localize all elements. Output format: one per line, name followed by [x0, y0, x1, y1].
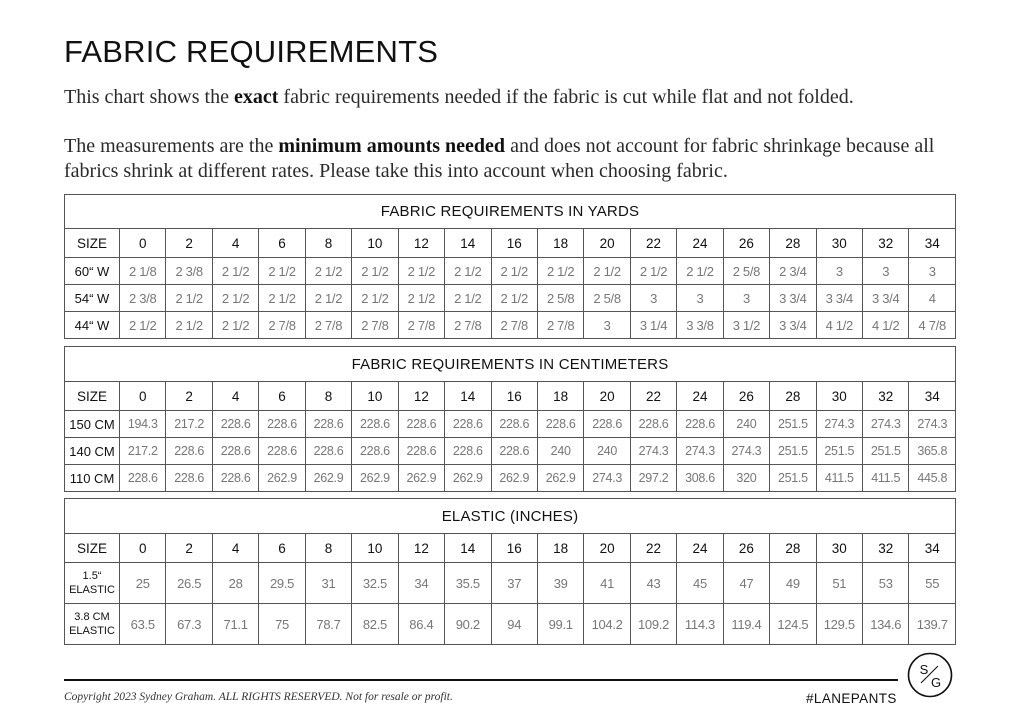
- table-cell: 26.5: [166, 563, 212, 604]
- table-cell: 228.6: [212, 411, 258, 438]
- table-cell: 109.2: [630, 604, 676, 645]
- table-cell: 240: [584, 438, 630, 465]
- table-cell: 194.3: [120, 411, 166, 438]
- table-cell: 228.6: [677, 411, 723, 438]
- note-text-end: and does not account for fabric shrinkage because all fabrics shrink at different rates. Please take this into account when choosing fabric.: [64, 135, 935, 182]
- size-header-cell: 24: [677, 534, 723, 563]
- table-cell: 3: [584, 312, 630, 339]
- size-header-label: SIZE: [65, 229, 120, 258]
- row-label: 110 CM: [65, 465, 120, 492]
- table-cell: 365.8: [909, 438, 956, 465]
- row-label: 140 CM: [65, 438, 120, 465]
- table-cell: 2 1/2: [259, 285, 305, 312]
- table-cell: 3: [816, 258, 862, 285]
- table-cell: 75: [259, 604, 305, 645]
- table-cell: 228.6: [305, 438, 351, 465]
- table-cell: 124.5: [770, 604, 816, 645]
- size-header-cell: 10: [352, 229, 398, 258]
- size-header-cell: 12: [398, 229, 444, 258]
- table-cell: 228.6: [212, 465, 258, 492]
- table-caption-row: [65, 499, 956, 534]
- table-cell: 2 1/2: [212, 285, 258, 312]
- table-cell: 2 1/2: [491, 258, 537, 285]
- size-header-cell: 8: [305, 534, 351, 563]
- table-cell: 2 1/2: [491, 285, 537, 312]
- table-cell: 25: [120, 563, 166, 604]
- size-header-cell: 28: [770, 229, 816, 258]
- table-cell: 2 5/8: [584, 285, 630, 312]
- table-cell: 3: [863, 258, 909, 285]
- size-header-cell: 12: [398, 382, 444, 411]
- table-cell: 228.6: [212, 438, 258, 465]
- intro-text-end: fabric requirements needed if the fabric is cut while flat and not folded.: [278, 86, 854, 108]
- size-header-cell: 2: [166, 382, 212, 411]
- table-cell: 3 3/4: [770, 312, 816, 339]
- table-cell: 49: [770, 563, 816, 604]
- table-cell: 3 1/4: [630, 312, 676, 339]
- note-emphasis: minimum amounts needed: [278, 135, 506, 157]
- size-header-cell: 18: [537, 382, 583, 411]
- row-label: 54“ W: [65, 285, 120, 312]
- table-cell: 228.6: [166, 465, 212, 492]
- table-cell: 37: [491, 563, 537, 604]
- table-cell: 251.5: [770, 411, 816, 438]
- table-cell: 71.1: [212, 604, 258, 645]
- size-header-cell: 30: [816, 229, 862, 258]
- size-header-cell: 20: [584, 534, 630, 563]
- size-header-cell: 30: [816, 382, 862, 411]
- table-cell: 445.8: [909, 465, 956, 492]
- size-header-cell: 10: [352, 382, 398, 411]
- size-header-cell: 22: [630, 382, 676, 411]
- row-label: 150 CM: [65, 411, 120, 438]
- table-cell: 90.2: [445, 604, 491, 645]
- copyright-notice: Copyright 2023 Sydney Graham. ALL RIGHTS RESERVED. Not for resale or profit.: [64, 691, 453, 703]
- table-cell: 2 3/8: [166, 258, 212, 285]
- yards-table: [64, 194, 956, 339]
- size-header-cell: 32: [863, 534, 909, 563]
- table-cell: 228.6: [305, 411, 351, 438]
- table-cell: 114.3: [677, 604, 723, 645]
- table-cell: 228.6: [120, 465, 166, 492]
- row-label: [65, 604, 120, 645]
- size-header-cell: 32: [863, 382, 909, 411]
- table-caption: FABRIC REQUIREMENTS IN CENTIMETERS: [65, 347, 956, 382]
- table-cell: 228.6: [398, 438, 444, 465]
- size-header-cell: 20: [584, 229, 630, 258]
- size-header-cell: 32: [863, 229, 909, 258]
- table-cell: 99.1: [537, 604, 583, 645]
- row-label-line: 3.8 CM: [74, 611, 110, 623]
- table-cell: 274.3: [677, 438, 723, 465]
- table-row: [65, 285, 956, 312]
- size-header-cell: 4: [212, 229, 258, 258]
- table-cell: 63.5: [120, 604, 166, 645]
- table-cell: 31: [305, 563, 351, 604]
- size-header-cell: 24: [677, 382, 723, 411]
- table-cell: 2 1/8: [120, 258, 166, 285]
- table-cell: 129.5: [816, 604, 862, 645]
- table-cell: 2 1/2: [259, 258, 305, 285]
- size-header-cell: 16: [491, 534, 537, 563]
- table-cell: 2 7/8: [305, 312, 351, 339]
- size-header-row: [65, 229, 956, 258]
- table-cell: 228.6: [491, 411, 537, 438]
- table-cell: 139.7: [909, 604, 956, 645]
- table-row: [65, 563, 956, 604]
- size-header-cell: 14: [445, 229, 491, 258]
- size-header-label: SIZE: [65, 534, 120, 563]
- table-cell: 2 3/4: [770, 258, 816, 285]
- table-cell: 228.6: [398, 411, 444, 438]
- table-cell: 2 1/2: [630, 258, 676, 285]
- table-cell: 3: [723, 285, 769, 312]
- size-header-cell: 18: [537, 229, 583, 258]
- table-cell: 274.3: [816, 411, 862, 438]
- table-cell: 2 1/2: [398, 285, 444, 312]
- size-header-cell: 28: [770, 382, 816, 411]
- table-cell: 2 1/2: [305, 285, 351, 312]
- table-cell: 4 1/2: [816, 312, 862, 339]
- table-cell: 262.9: [398, 465, 444, 492]
- row-label: [65, 563, 120, 604]
- table-cell: 43: [630, 563, 676, 604]
- table-cell: 251.5: [770, 438, 816, 465]
- table-caption: ELASTIC (INCHES): [65, 499, 956, 534]
- table-cell: 411.5: [816, 465, 862, 492]
- table-cell: 262.9: [491, 465, 537, 492]
- size-header-row: [65, 382, 956, 411]
- size-header-cell: 26: [723, 382, 769, 411]
- table-cell: 2 1/2: [120, 312, 166, 339]
- table-cell: 29.5: [259, 563, 305, 604]
- table-cell: 2 1/2: [305, 258, 351, 285]
- table-cell: 251.5: [863, 438, 909, 465]
- table-cell: 55: [909, 563, 956, 604]
- row-label-line: ELASTIC: [69, 584, 115, 596]
- table-cell: 262.9: [537, 465, 583, 492]
- table-cell: 3: [630, 285, 676, 312]
- size-header-cell: 0: [120, 382, 166, 411]
- table-cell: 2 5/8: [723, 258, 769, 285]
- size-header-cell: 2: [166, 229, 212, 258]
- table-cell: 217.2: [120, 438, 166, 465]
- table-cell: 228.6: [630, 411, 676, 438]
- size-header-cell: 14: [445, 534, 491, 563]
- table-cell: 262.9: [445, 465, 491, 492]
- table-cell: 2 1/2: [584, 258, 630, 285]
- table-cell: 3 3/8: [677, 312, 723, 339]
- size-header-cell: 16: [491, 382, 537, 411]
- table-cell: 35.5: [445, 563, 491, 604]
- size-header-cell: 22: [630, 534, 676, 563]
- size-header-cell: 10: [352, 534, 398, 563]
- table-cell: 2 7/8: [398, 312, 444, 339]
- row-label-line: ELASTIC: [69, 625, 115, 637]
- table-cell: 3 1/2: [723, 312, 769, 339]
- note-text: The measurements are the: [64, 135, 279, 157]
- size-header-cell: 22: [630, 229, 676, 258]
- table-cell: 41: [584, 563, 630, 604]
- table-cell: 94: [491, 604, 537, 645]
- intro-paragraph: [64, 85, 964, 110]
- table-cell: 78.7: [305, 604, 351, 645]
- table-cell: 240: [537, 438, 583, 465]
- table-cell: 2 7/8: [445, 312, 491, 339]
- table-cell: 228.6: [491, 438, 537, 465]
- size-header-cell: 28: [770, 534, 816, 563]
- elastic-table: [64, 498, 956, 645]
- svg-text:S: S: [919, 662, 929, 677]
- table-cell: 34: [398, 563, 444, 604]
- size-header-cell: 26: [723, 534, 769, 563]
- table-cell: 2 7/8: [491, 312, 537, 339]
- table-cell: 47: [723, 563, 769, 604]
- table-cell: 2 1/2: [166, 312, 212, 339]
- table-caption: FABRIC REQUIREMENTS IN YARDS: [65, 195, 956, 229]
- table-cell: 2 7/8: [537, 312, 583, 339]
- table-cell: 3: [677, 285, 723, 312]
- size-header-cell: 6: [259, 534, 305, 563]
- size-header-cell: 14: [445, 382, 491, 411]
- footer-divider: [64, 679, 898, 681]
- table-cell: 134.6: [863, 604, 909, 645]
- table-cell: 4 7/8: [909, 312, 956, 339]
- size-header-cell: 20: [584, 382, 630, 411]
- table-cell: 228.6: [352, 438, 398, 465]
- table-cell: 262.9: [305, 465, 351, 492]
- svg-text:G: G: [930, 675, 942, 690]
- table-cell: 274.3: [584, 465, 630, 492]
- table-cell: 2 1/2: [677, 258, 723, 285]
- table-cell: 2 1/2: [537, 258, 583, 285]
- table-cell: 228.6: [166, 438, 212, 465]
- table-cell: 274.3: [723, 438, 769, 465]
- table-cell: 251.5: [816, 438, 862, 465]
- table-cell: 4: [909, 285, 956, 312]
- table-cell: 274.3: [863, 411, 909, 438]
- table-cell: 251.5: [770, 465, 816, 492]
- size-header-cell: 6: [259, 229, 305, 258]
- table-cell: 2 1/2: [352, 258, 398, 285]
- size-header-row: [65, 534, 956, 563]
- table-cell: 67.3: [166, 604, 212, 645]
- size-header-cell: 18: [537, 534, 583, 563]
- intro-text: This chart shows the: [64, 86, 234, 108]
- table-row: [65, 465, 956, 492]
- table-cell: 308.6: [677, 465, 723, 492]
- intro-emphasis: exact: [233, 86, 279, 108]
- table-cell: 2 3/8: [120, 285, 166, 312]
- size-header-cell: 8: [305, 229, 351, 258]
- table-cell: 240: [723, 411, 769, 438]
- size-header-cell: 4: [212, 382, 258, 411]
- size-header-label: SIZE: [65, 382, 120, 411]
- table-cell: 228.6: [537, 411, 583, 438]
- table-cell: 262.9: [352, 465, 398, 492]
- row-label: 60“ W: [65, 258, 120, 285]
- row-label-line: 1.5“: [82, 570, 102, 582]
- table-cell: 228.6: [584, 411, 630, 438]
- table-cell: 3 3/4: [863, 285, 909, 312]
- size-header-cell: 34: [909, 382, 956, 411]
- table-row: [65, 604, 956, 645]
- centimeters-table: [64, 346, 956, 492]
- table-cell: 51: [816, 563, 862, 604]
- hashtag: #LANEPANTS: [806, 691, 897, 706]
- table-cell: 262.9: [259, 465, 305, 492]
- table-cell: 228.6: [445, 411, 491, 438]
- table-cell: 28: [212, 563, 258, 604]
- table-caption-row: [65, 195, 956, 229]
- table-row: [65, 411, 956, 438]
- size-header-cell: 6: [259, 382, 305, 411]
- table-cell: 411.5: [863, 465, 909, 492]
- table-cell: 39: [537, 563, 583, 604]
- size-header-cell: 26: [723, 229, 769, 258]
- size-header-cell: 4: [212, 534, 258, 563]
- table-cell: 45: [677, 563, 723, 604]
- table-caption-row: [65, 347, 956, 382]
- table-row: [65, 438, 956, 465]
- table-cell: 228.6: [352, 411, 398, 438]
- size-header-cell: 0: [120, 534, 166, 563]
- table-cell: 104.2: [584, 604, 630, 645]
- table-cell: 2 1/2: [398, 258, 444, 285]
- table-cell: 3 3/4: [770, 285, 816, 312]
- table-cell: 3: [909, 258, 956, 285]
- table-cell: 2 1/2: [212, 258, 258, 285]
- table-cell: 228.6: [259, 411, 305, 438]
- table-cell: 86.4: [398, 604, 444, 645]
- page-title: FABRIC REQUIREMENTS: [64, 34, 439, 69]
- table-cell: 228.6: [259, 438, 305, 465]
- table-cell: 2 1/2: [166, 285, 212, 312]
- table-cell: 217.2: [166, 411, 212, 438]
- sg-logo-icon: [907, 652, 953, 698]
- table-cell: 274.3: [630, 438, 676, 465]
- table-cell: 2 1/2: [445, 285, 491, 312]
- size-header-cell: 24: [677, 229, 723, 258]
- table-cell: 82.5: [352, 604, 398, 645]
- table-cell: 53: [863, 563, 909, 604]
- size-header-cell: 16: [491, 229, 537, 258]
- note-paragraph: [64, 134, 964, 184]
- size-header-cell: 34: [909, 534, 956, 563]
- table-cell: 2 7/8: [352, 312, 398, 339]
- table-cell: 119.4: [723, 604, 769, 645]
- table-cell: 2 5/8: [537, 285, 583, 312]
- size-header-cell: 34: [909, 229, 956, 258]
- table-cell: 2 7/8: [259, 312, 305, 339]
- row-label: 44“ W: [65, 312, 120, 339]
- table-cell: 32.5: [352, 563, 398, 604]
- table-row: [65, 312, 956, 339]
- table-cell: 274.3: [909, 411, 956, 438]
- size-header-cell: 2: [166, 534, 212, 563]
- table-cell: 228.6: [445, 438, 491, 465]
- size-header-cell: 0: [120, 229, 166, 258]
- table-cell: 4 1/2: [863, 312, 909, 339]
- table-cell: 320: [723, 465, 769, 492]
- size-header-cell: 8: [305, 382, 351, 411]
- table-cell: 2 1/2: [352, 285, 398, 312]
- table-cell: 2 1/2: [445, 258, 491, 285]
- table-cell: 297.2: [630, 465, 676, 492]
- table-cell: 2 1/2: [212, 312, 258, 339]
- size-header-cell: 12: [398, 534, 444, 563]
- size-header-cell: 30: [816, 534, 862, 563]
- table-cell: 3 3/4: [816, 285, 862, 312]
- table-row: [65, 258, 956, 285]
